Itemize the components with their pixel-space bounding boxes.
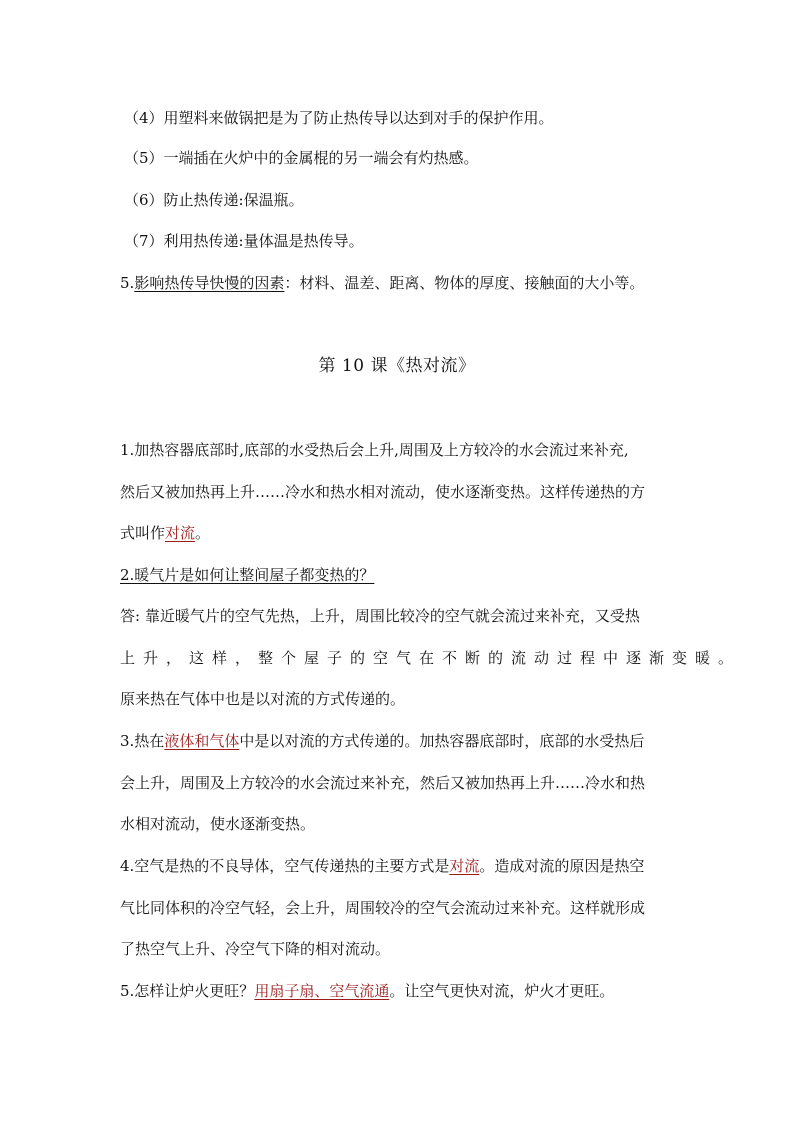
p4-line-3: 了热空气上升、冷空气下降的相对流动。 (120, 940, 391, 958)
point-5-prefix: 5. (120, 274, 135, 292)
p5-line (120, 981, 614, 1001)
fan-airflow-term: 用扇子扇、空气流通 (254, 982, 390, 1000)
p1-line-2: 然后又被加热再上升……冷水和热水相对流动，使水逐渐变热。这样传递热的方 (120, 483, 646, 501)
p1-line-1: 1.加热容器底部时,底部的水受热后会上升,周围及上方较冷的水会流过来补充, (120, 441, 629, 459)
p1-line-3-suffix: 。 (195, 524, 211, 542)
p1-line-3 (120, 523, 210, 543)
p4-line-2: 气比同体积的冷空气轻，会上升，周围较冷的空气会流动过来补充。这样就形成 (120, 899, 646, 917)
p3-line-1 (120, 731, 644, 751)
list-item-5: （5）一端插在火炉中的金属棍的另一端会有灼热感。 (124, 149, 479, 167)
p2-question (120, 565, 374, 585)
p1-line-3-prefix: 式叫作 (120, 524, 166, 542)
p2-answer-line-1: 答: 靠近暖气片的空气先热，上升，周围比较冷的空气就会流过来补充，又受热 (120, 607, 640, 625)
p3-line-3: 水相对流动，使水逐渐变热。 (120, 815, 316, 833)
point-5-heat-factors (120, 273, 644, 293)
p4-line-1-prefix: 4.空气是热的不良导体，空气传递热的主要方式是 (120, 857, 450, 875)
p3-line-1-suffix: 中是以对流的方式传递的。加热容器底部时，底部的水受热后 (239, 732, 645, 750)
convection-term-2: 对流 (449, 857, 480, 875)
p2-answer-line-2: 上升，这样，整个屋子的空气在不断的流动过程中逐渐变暖。 (120, 649, 742, 667)
p3-line-2: 会上升，周围及上方较冷的水会流过来补充，然后又被加热再上升……冷水和热 (120, 774, 646, 792)
list-item-7: （7）利用热传递:量体温是热传导。 (124, 232, 364, 250)
p4-line-1 (120, 856, 644, 876)
p5-suffix: 。让空气更快对流，炉火才更旺。 (389, 982, 615, 1000)
point-5-rest: ：材料、温差、距离、物体的厚度、接触面的大小等。 (284, 274, 645, 292)
p2-question-text: 2.暖气片是如何让整间屋子都变热的？ (120, 566, 375, 584)
p2-answer-line-3: 原来热在气体中也是以对流的方式传递的。 (120, 690, 406, 708)
liquid-gas-term: 液体和气体 (164, 732, 240, 750)
point-5-underlined-term: 影响热传导快慢的因素 (134, 274, 285, 292)
p5-prefix: 5.怎样让炉火更旺？ (120, 982, 255, 1000)
list-item-6: （6）防止热传递:保温瓶。 (124, 191, 304, 209)
list-item-4: （4）用塑料来做锅把是为了防止热传导以达到对手的保护作用。 (124, 109, 554, 127)
p3-line-1-prefix: 3.热在 (120, 732, 165, 750)
convection-term: 对流 (165, 524, 196, 542)
lesson-title: 第 10 课《热对流》 (318, 356, 476, 376)
p4-line-1-suffix: 。造成对流的原因是热空 (479, 857, 645, 875)
